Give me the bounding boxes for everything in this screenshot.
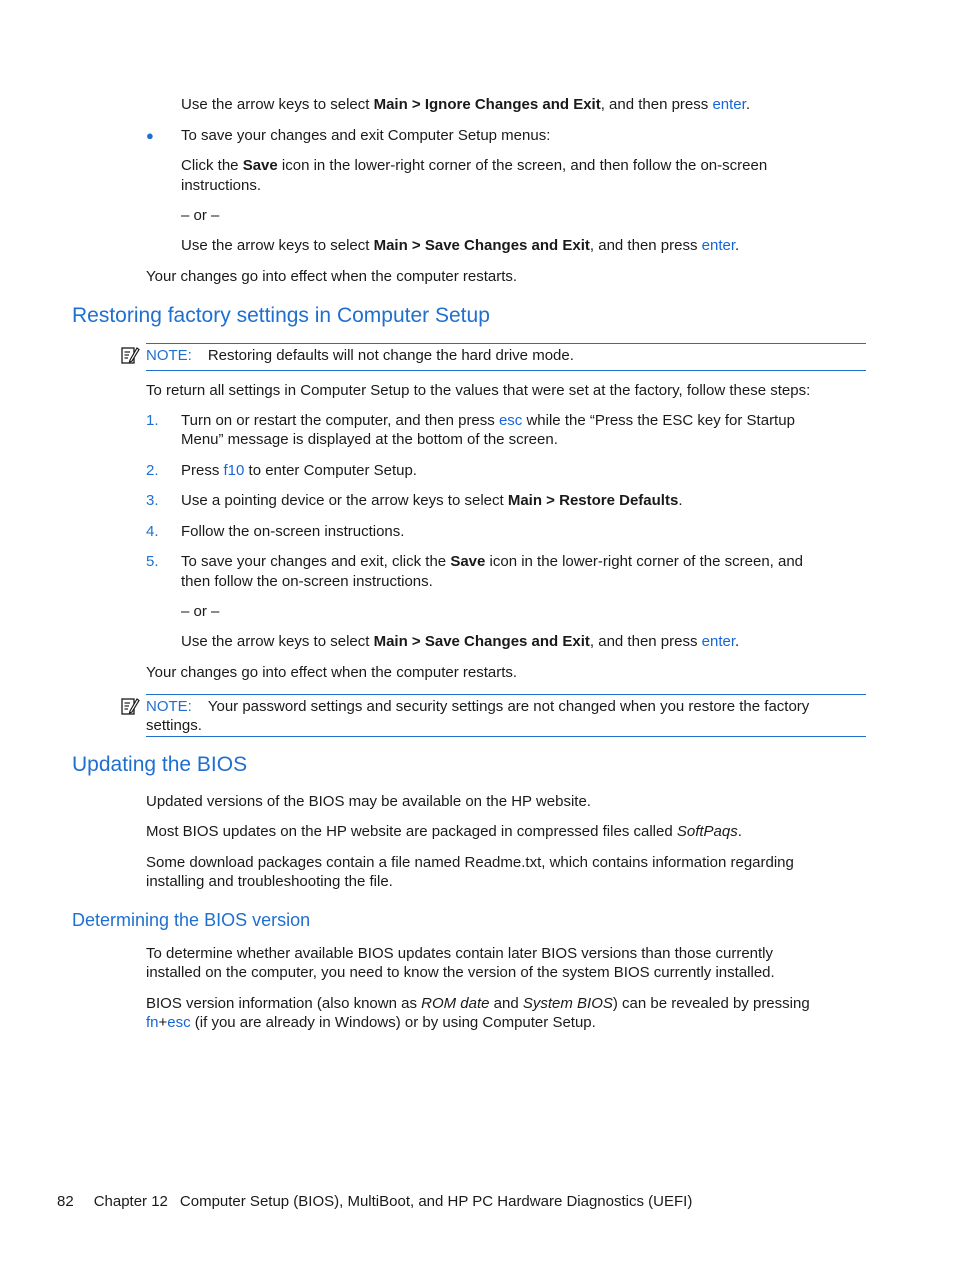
rom-date-term: ROM date xyxy=(421,995,490,1012)
key-esc: esc xyxy=(167,1014,191,1031)
section-heading-restore: Restoring factory settings in Computer Setup xyxy=(72,304,490,327)
note-1 xyxy=(146,346,574,365)
bios-paragraph-1: Updated versions of the BIOS may be available on the HP website. xyxy=(146,793,591,810)
text: . xyxy=(745,96,750,113)
page-footer xyxy=(57,1192,692,1211)
text: + xyxy=(158,1014,168,1031)
step-1-text xyxy=(181,411,795,430)
step-5-text-2: then follow the on-screen instructions. xyxy=(181,573,433,590)
text: BIOS version information (also known as xyxy=(146,995,422,1012)
key-enter: enter xyxy=(712,96,746,113)
version-paragraph-2-line-2 xyxy=(146,1013,596,1032)
menu-command: Main > Ignore Changes and Exit xyxy=(373,96,601,113)
bios-paragraph-2 xyxy=(146,822,742,841)
text: To save your changes and exit, click the xyxy=(181,553,451,570)
key-enter: enter xyxy=(701,633,736,650)
text: Use a pointing device or the arrow keys to select xyxy=(181,492,508,509)
note-icon xyxy=(120,696,140,716)
version-paragraph-1: To determine whether available BIOS updates contain later BIOS versions than those currently xyxy=(146,945,774,962)
bullet-text: To save your changes and exit Computer Setup menus: xyxy=(181,127,551,144)
step-1-text-2: Menu” message is displayed at the bottom of the screen. xyxy=(181,431,558,448)
note-rule-bottom xyxy=(146,736,866,737)
note-text: Restoring defaults will not change the hard drive mode. xyxy=(207,347,574,364)
note-rule-bottom xyxy=(146,370,866,371)
click-save-line-2: instructions. xyxy=(181,177,262,194)
menu-command: Main > Save Changes and Exit xyxy=(373,633,590,650)
note-label: NOTE: xyxy=(146,347,192,364)
save-label: Save xyxy=(450,553,486,570)
step-3-text xyxy=(181,491,682,510)
text: . xyxy=(737,823,742,840)
text: Use the arrow keys to select xyxy=(181,96,374,113)
step-2-text xyxy=(181,461,417,480)
text: icon in the lower-right corner of the screen, and xyxy=(485,553,804,570)
or-separator: – or – xyxy=(181,603,220,620)
or-separator: – or – xyxy=(181,207,220,224)
text: Click the xyxy=(181,157,243,174)
text: Use the arrow keys to select xyxy=(181,237,374,254)
effect-text: Your changes go into effect when the computer restarts. xyxy=(146,664,518,681)
step-5-text xyxy=(181,552,803,571)
bios-paragraph-3: Some download packages contain a file named Readme.txt, which contains information regarding xyxy=(146,854,794,871)
save-changes-line xyxy=(181,632,739,651)
text: to enter Computer Setup. xyxy=(244,462,417,479)
text: icon in the lower-right corner of the screen, and then follow the on-screen xyxy=(277,157,768,174)
step-number: 1. xyxy=(146,412,159,429)
menu-command: Main > Save Changes and Exit xyxy=(373,237,590,254)
version-paragraph-1-line-2: installed on the computer, you need to know the version of the system BIOS currently installed. xyxy=(146,964,775,981)
key-enter: enter xyxy=(701,237,736,254)
version-paragraph-2 xyxy=(146,994,810,1013)
effect-text: Your changes go into effect when the computer restarts. xyxy=(146,268,518,285)
text: Most BIOS updates on the HP website are packaged in compressed files called xyxy=(146,823,677,840)
key-esc: esc xyxy=(498,412,523,429)
click-save-line xyxy=(181,156,767,175)
note-rule-top xyxy=(146,343,866,344)
text: Press xyxy=(181,462,224,479)
text: . xyxy=(678,492,683,509)
text: . xyxy=(735,237,740,254)
step-number: 2. xyxy=(146,462,159,479)
menu-command: Main > Restore Defaults xyxy=(507,492,679,509)
section-heading-bios: Updating the BIOS xyxy=(72,753,248,776)
text: ) can be revealed by pressing xyxy=(612,995,810,1012)
step-number: 5. xyxy=(146,553,159,570)
text: Turn on or restart the computer, and then press xyxy=(181,412,499,429)
softpaqs-term: SoftPaqs xyxy=(676,823,738,840)
step-4-text: Follow the on-screen instructions. xyxy=(181,523,405,540)
text: while the “Press the ESC key for Startup xyxy=(522,412,795,429)
save-changes-line xyxy=(181,236,739,255)
text: , and then press xyxy=(589,237,702,254)
step-number: 4. xyxy=(146,523,159,540)
step-number: 3. xyxy=(146,492,159,509)
subsection-heading-version: Determining the BIOS version xyxy=(72,910,311,930)
ignore-changes-line xyxy=(181,95,750,114)
key-f10: f10 xyxy=(223,462,245,479)
note-2-line-2: settings. xyxy=(146,717,202,734)
note-text: Your password settings and security settings are not changed when you restore the factory xyxy=(207,698,810,715)
note-rule-top xyxy=(146,694,866,695)
bullet-icon: ● xyxy=(146,128,154,143)
text: Use the arrow keys to select xyxy=(181,633,374,650)
note-icon xyxy=(120,345,140,365)
restore-intro: To return all settings in Computer Setup to the values that were set at the factory, follow these steps: xyxy=(146,382,811,399)
page-number: 82 xyxy=(57,1193,74,1210)
key-fn: fn xyxy=(146,1014,159,1031)
text: , and then press xyxy=(600,96,713,113)
chapter-title: Computer Setup (BIOS), MultiBoot, and HP PC Hardware Diagnostics (UEFI) xyxy=(179,1193,693,1210)
text: (if you are already in Windows) or by using Computer Setup. xyxy=(190,1014,596,1031)
text: . xyxy=(735,633,740,650)
system-bios-term: System BIOS xyxy=(522,995,613,1012)
chapter-label: Chapter 12 xyxy=(93,1193,168,1210)
note-2 xyxy=(146,697,809,716)
text: , and then press xyxy=(589,633,702,650)
save-label: Save xyxy=(242,157,278,174)
note-label: NOTE: xyxy=(146,698,192,715)
text: and xyxy=(489,995,523,1012)
bios-paragraph-3-line-2: installing and troubleshooting the file. xyxy=(146,873,393,890)
